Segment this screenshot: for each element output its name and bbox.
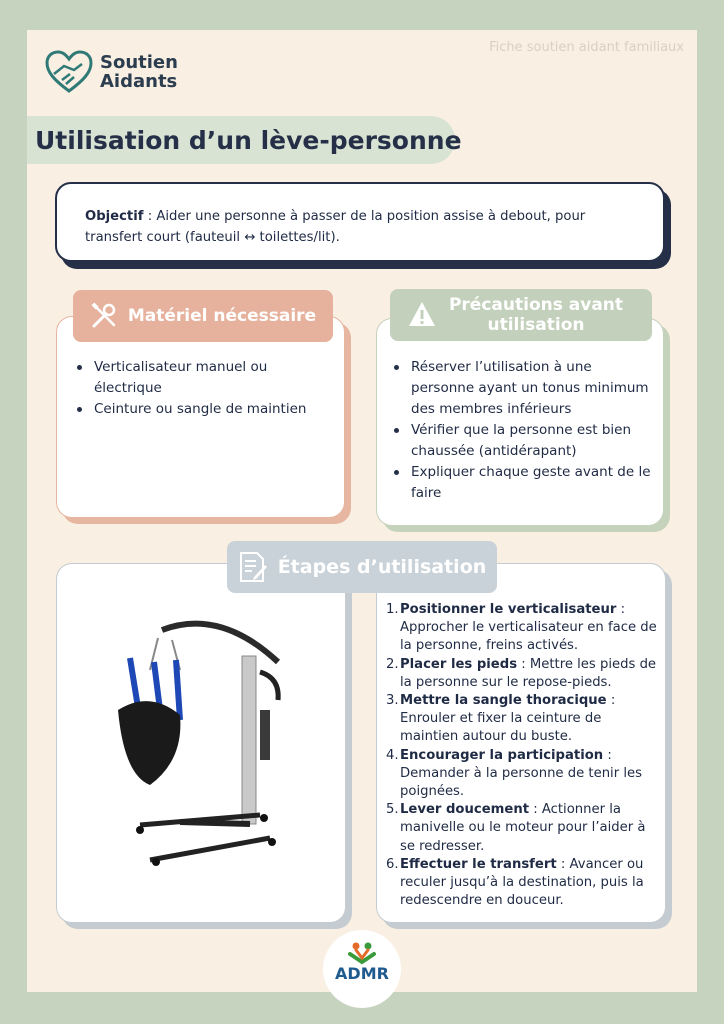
step-item [386, 692, 658, 747]
patient-lift-image [110, 610, 290, 868]
step-number: 5. [386, 802, 399, 818]
step-text: : Approcher le verticalisateur en face de la personne, freins activés. [400, 602, 657, 654]
materiel-heading-pill [73, 290, 333, 342]
step-number: 4. [386, 747, 399, 763]
document-edit-icon [238, 551, 268, 583]
step-title: Placer les pieds [400, 656, 518, 672]
page-title: Utilisation d’un lève-personne [35, 126, 462, 155]
step-number: 1. [386, 602, 399, 617]
precautions-heading-pill [390, 289, 652, 341]
objectif-label: Objectif [85, 209, 144, 224]
admr-logo [323, 930, 401, 1008]
list-item: Vérifier que la personne est bien chaussée (antidérapant) [391, 420, 653, 462]
step-item [386, 601, 658, 656]
step-title: Effectuer le transfert [400, 856, 557, 872]
step-item [386, 801, 658, 856]
step-number: 6. [386, 856, 399, 872]
step-text: : Actionner la manivelle ou le moteur pour l’aider à se redresser. [400, 802, 646, 854]
steps-list [386, 601, 658, 910]
admr-brand: ADMR [335, 964, 389, 983]
step-text: : Avancer ou reculer jusqu’à la destination, puis la redescendre en douceur. [400, 856, 644, 909]
warning-icon [407, 300, 437, 328]
etapes-heading-pill [227, 541, 497, 593]
materiel-list [74, 357, 334, 420]
list-item: Réserver l’utilisation à une personne ayant un tonus minimum des membres inférieurs [391, 357, 653, 420]
title-banner [27, 116, 462, 164]
step-item [386, 856, 658, 911]
precautions-heading: Précautions avant utilisation [448, 295, 624, 335]
step-text: : Demander à la personne de tenir les poignées. [400, 747, 642, 800]
etapes-heading: Étapes d’utilisation [277, 556, 487, 578]
step-title: Encourager la participation [400, 747, 604, 763]
list-item: Expliquer chaque geste avant de le faire [391, 462, 653, 504]
step-item [386, 747, 658, 802]
tools-icon [90, 302, 118, 330]
step-item [386, 656, 658, 692]
corner-label: Fiche soutien aidant familiaux [489, 40, 684, 55]
objectif-body: : Aider une personne à passer de la position assise à debout, pour transfert court (fauteuil ↔ toilettes/lit). [85, 209, 586, 245]
objectif-text [85, 206, 645, 248]
step-title: Positionner le verticalisateur [400, 602, 617, 617]
step-number: 2. [386, 656, 399, 672]
heart-hands-icon [44, 50, 94, 94]
materiel-heading: Matériel nécessaire [127, 306, 317, 326]
step-title: Lever doucement [400, 802, 530, 818]
step-text: : Enrouler et fixer la ceinture de maintien autour du buste. [400, 693, 616, 745]
step-text: : Mettre les pieds de la personne sur le repose-pieds. [400, 656, 657, 690]
patient-lift-illustration [110, 610, 290, 868]
list-item: Ceinture ou sangle de maintien [74, 399, 334, 420]
step-number: 3. [386, 693, 399, 709]
precautions-list [391, 357, 653, 504]
logo-line1: Soutien [100, 52, 178, 73]
step-title: Mettre la sangle thoracique [400, 693, 607, 709]
logo-line2: Aidants [100, 71, 178, 92]
logo [44, 50, 178, 94]
list-item: Verticalisateur manuel ou électrique [74, 357, 334, 399]
objectif-box [55, 182, 665, 262]
